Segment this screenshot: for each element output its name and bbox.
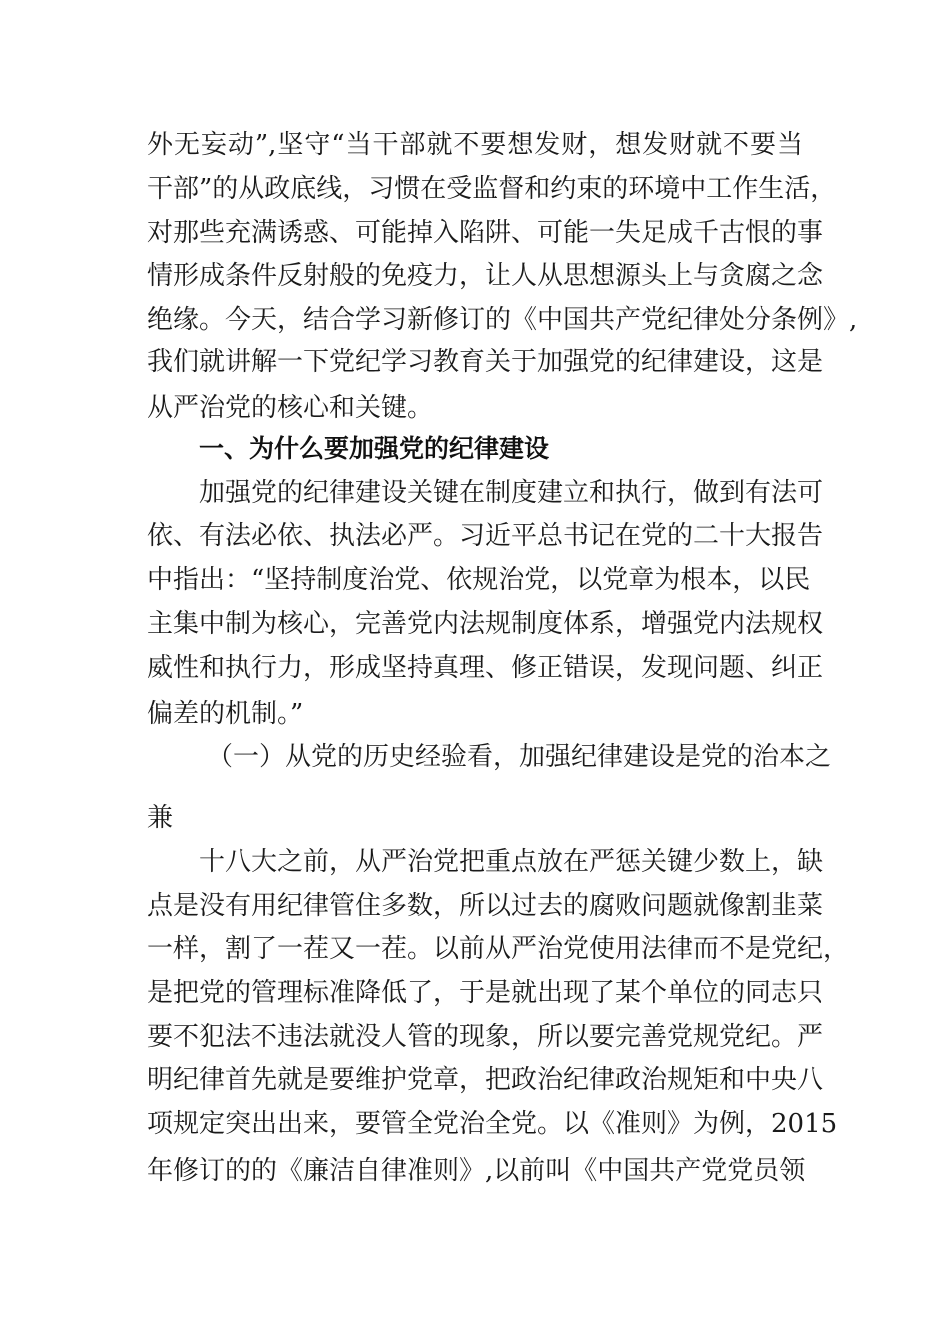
subsection-heading: （一）从党的历史经验看，加强纪律建设是党的治本之 — [207, 742, 832, 772]
section-heading: 一、为什么要加强党的纪律建设 — [199, 434, 550, 463]
subsection-heading-continuation: 兼 — [147, 803, 174, 833]
section-paragraph-line-5: 威性和执行力，形成坚持真理、修正错误，发现问题、纠正 — [147, 653, 824, 683]
subsection-paragraph-line-7: 项规定突出出来，要管全党治全党。以《准则》为例，2015 — [147, 1109, 838, 1139]
section-paragraph-line-3: 中指出：“坚持制度治党、依规治党，以党章为根本，以民 — [147, 565, 811, 595]
intro-line-6: 我们就讲解一下党纪学习教育关于加强党的纪律建设，这是 — [147, 347, 824, 377]
intro-line-3: 对那些充满诱惑、可能掉入陷阱、可能一失足成千古恨的事 — [147, 218, 824, 248]
intro-line-1: 外无妄动”,坚守“当干部就不要想发财，想发财就不要当 — [147, 130, 803, 160]
section-paragraph-line-1: 加强党的纪律建设关键在制度建立和执行，做到有法可 — [199, 478, 824, 508]
section-paragraph-line-6: 偏差的机制。” — [147, 699, 304, 729]
subsection-paragraph-line-3: 一样，割了一茬又一茬。以前从严治党使用法律而不是党纪， — [147, 934, 850, 964]
subsection-paragraph-line-8: 年修订的的《廉洁自律准则》,以前叫《中国共产党党员领 — [147, 1156, 806, 1186]
intro-line-7: 从严治党的核心和关键。 — [147, 393, 434, 423]
subsection-paragraph-line-5: 要不犯法不违法就没人管的现象，所以要完善党规党纪。严 — [147, 1022, 824, 1052]
subsection-paragraph-line-1: 十八大之前，从严治党把重点放在严惩关键少数上，缺 — [199, 847, 824, 877]
subsection-paragraph-line-4: 是把党的管理标准降低了，于是就出现了某个单位的同志只 — [147, 978, 824, 1008]
section-paragraph-line-4: 主集中制为核心，完善党内法规制度体系，增强党内法规权 — [147, 609, 824, 639]
section-paragraph-line-2: 依、有法必依、执法必严。习近平总书记在党的二十大报告 — [147, 521, 824, 551]
subsection-paragraph-line-6: 明纪律首先就是要维护党章，把政治纪律政治规矩和中央八 — [147, 1065, 824, 1095]
intro-line-5: 绝缘。今天，结合学习新修订的《中国共产党纪律处分条例》, — [147, 305, 858, 335]
intro-line-4: 情形成条件反射般的免疫力，让人从思想源头上与贪腐之念 — [147, 261, 824, 291]
intro-line-2: 干部”的从政底线，习惯在受监督和约束的环境中工作生活， — [147, 174, 837, 204]
subsection-paragraph-line-2: 点是没有用纪律管住多数，所以过去的腐败问题就像割韭菜 — [147, 891, 824, 921]
